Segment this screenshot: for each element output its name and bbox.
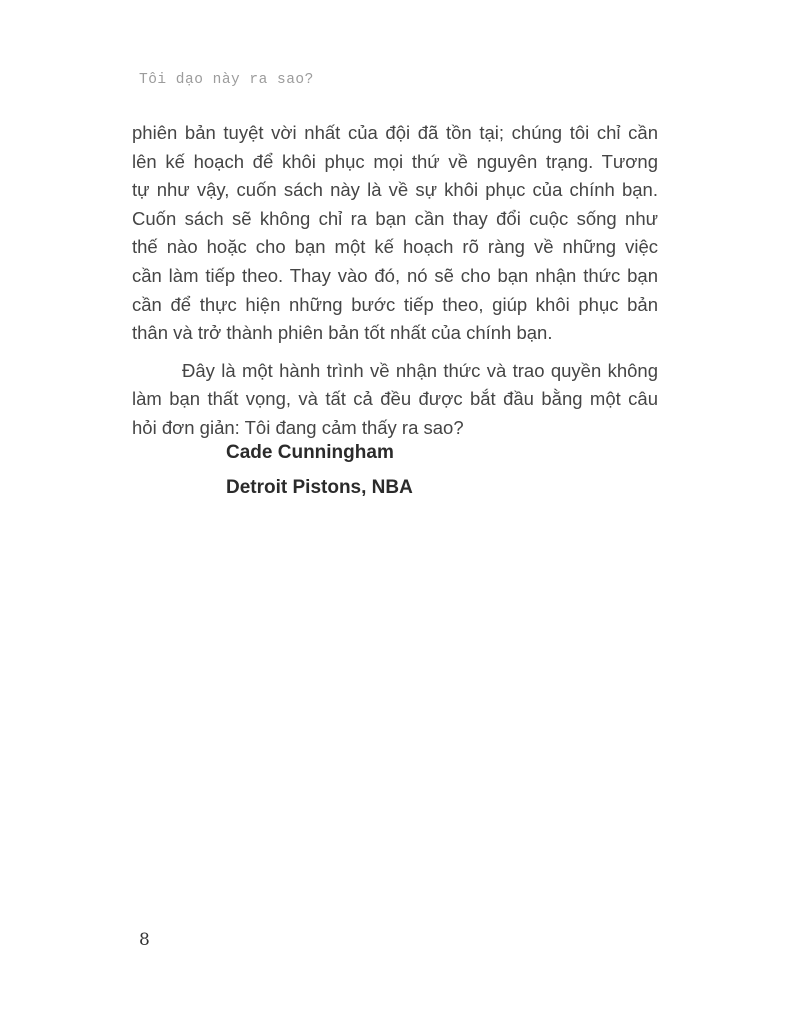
body-text-line-2: lên kế hoạch để khôi phục mọi thứ về nguyên trạng. Tương (132, 150, 658, 172)
body-text-line-11: hỏi đơn giản: Tôi đang cảm thấy ra sao? (132, 416, 464, 438)
body-text-line-5: thế nào hoặc cho bạn một kế hoạch rõ ràng về những việc (132, 236, 658, 258)
body-text-line-3: tự như vậy, cuốn sách này là về sự khôi phục của chính bạn. (132, 179, 658, 201)
attribution-name: Cade Cunningham (226, 442, 394, 463)
attribution-team: Detroit Pistons, NBA (226, 477, 413, 498)
attribution (226, 443, 413, 513)
body-text-line-6: cần làm tiếp theo. Thay vào đó, nó sẽ cho bạn nhận thức bạn (132, 264, 658, 286)
body-text-line-8: thân và trở thành phiên bản tốt nhất của chính bạn. (132, 322, 553, 344)
page-number: 8 (139, 930, 150, 950)
body-text-line-7: cần để thực hiện những bước tiếp theo, giúp khôi phục bản (132, 293, 658, 315)
body-text-line-10: làm bạn thất vọng, và tất cả đều được bắt đầu bằng một câu (132, 388, 658, 410)
running-header: Tôi dạo này ra sao? (139, 72, 314, 88)
body-text-line-9: Đây là một hành trình về nhận thức và trao quyền không (182, 359, 658, 381)
body-text-line-4: Cuốn sách sẽ không chỉ ra bạn cần thay đổi cuộc sống như (132, 207, 658, 229)
body-text (132, 119, 658, 443)
body-text-line-1: phiên bản tuyệt vời nhất của đội đã tồn tại; chúng tôi chỉ cần (132, 122, 658, 143)
